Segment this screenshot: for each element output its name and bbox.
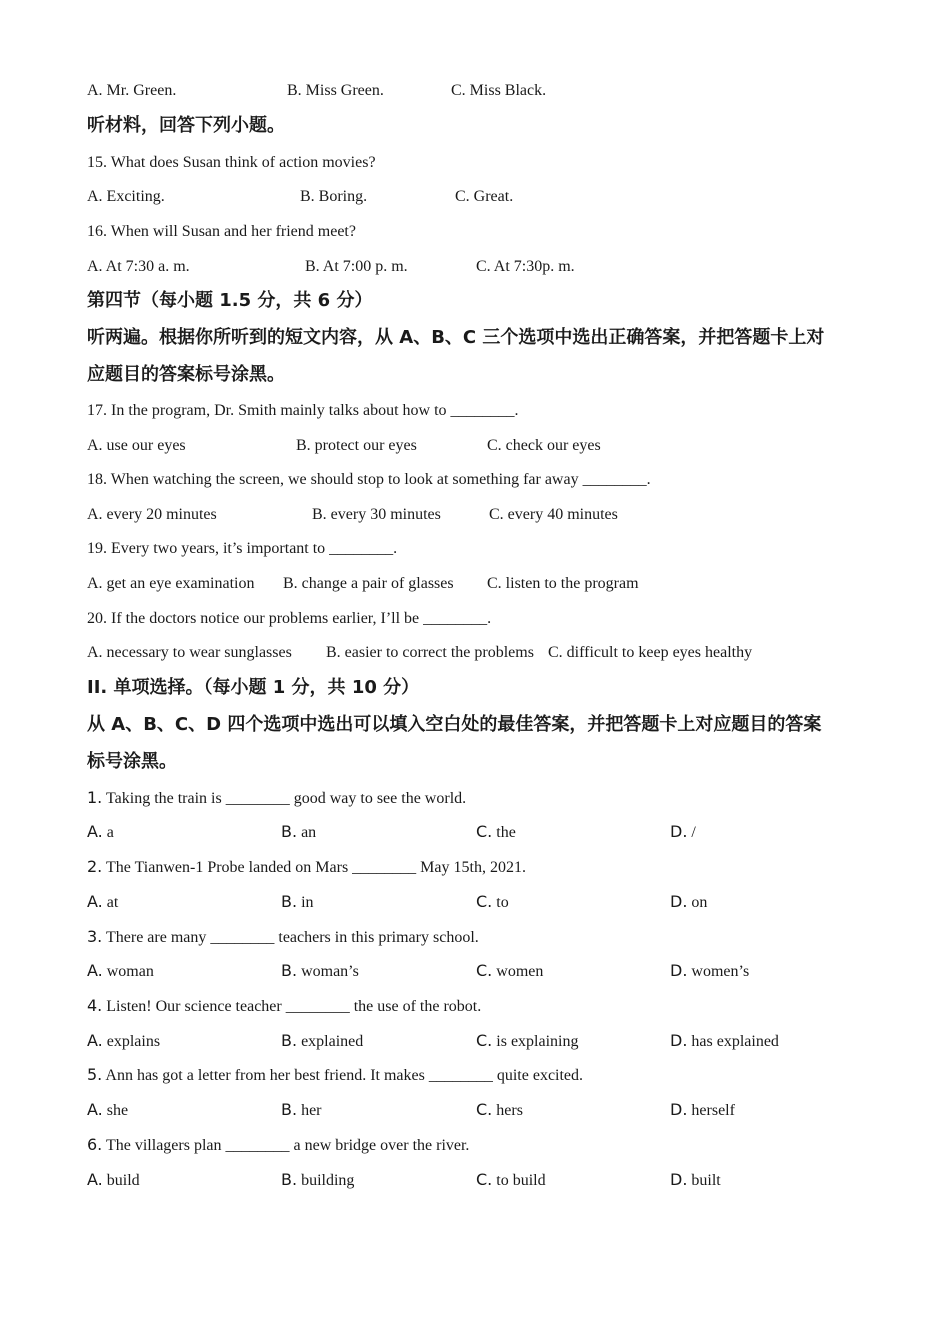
q19-option-b: B. change a pair of glasses (283, 575, 454, 592)
q14-option-b: B. Miss Green. (287, 82, 384, 99)
q18-option-c: C. every 40 minutes (489, 506, 618, 523)
mc3-option-d: D. women’s (670, 961, 750, 980)
part2-title: II. 单项选择。（每小题 1 分，共 10 分） (87, 677, 420, 698)
mc2-option-b: B. in (281, 892, 314, 911)
mc3-option-c: C. women (476, 961, 544, 980)
mc5-number: 5. (87, 1065, 103, 1084)
mc4-question-line (87, 996, 481, 1017)
q20-option-b: B. easier to correct the problems (326, 644, 534, 661)
q17-option-a: A. use our eyes (87, 437, 186, 454)
q14-option-a: A. Mr. Green. (87, 82, 177, 99)
q15-option-b: B. Boring. (300, 188, 368, 205)
q14-option-c: C. Miss Black. (451, 82, 547, 99)
mc1-question: Taking the train is ________ good way to see the world. (105, 790, 467, 807)
mc6-option-b: B. building (281, 1170, 355, 1189)
mc5-question: Ann has got a letter from her best friend. It makes ________ quite excited. (105, 1067, 584, 1084)
mc3-question: There are many ________ teachers in this primary school. (105, 929, 479, 946)
mc5-question-line (87, 1065, 583, 1086)
q20-question: 20. If the doctors notice our problems earlier, I’ll be ________. (87, 610, 492, 627)
mc2-option-a: A. at (87, 892, 119, 911)
q18-option-a: A. every 20 minutes (87, 506, 217, 523)
mc3-number: 3. (87, 927, 103, 946)
mc5-option-d: D. herself (670, 1100, 735, 1119)
q20-option-a: A. necessary to wear sunglasses (87, 644, 292, 661)
q15-option-c: C. Great. (455, 188, 514, 205)
section4-instruction-line1: 听两遍。根据你所听到的短文内容，从 A、B、C 三个选项中选出正确答案，并把答题卡上对 (87, 327, 825, 348)
mc6-question-line (87, 1135, 469, 1156)
mc1-option-a: A. a (87, 822, 114, 841)
q17-option-c: C. check our eyes (487, 437, 601, 454)
mc2-question-line (87, 857, 526, 878)
part2-instruction-line2: 标号涂黑。 (87, 751, 177, 772)
q18-question: 18. When watching the screen, we should stop to look at something far away ________. (87, 471, 651, 488)
mc6-number: 6. (87, 1135, 103, 1154)
mc4-number: 4. (87, 996, 103, 1015)
section4-title: 第四节（每小题 1.5 分，共 6 分） (87, 290, 373, 311)
listen-heading: 听材料，回答下列小题。 (87, 115, 285, 136)
mc3-question-line (87, 927, 479, 948)
q18-option-b: B. every 30 minutes (312, 506, 441, 523)
mc4-question: Listen! Our science teacher ________ the use of the robot. (106, 998, 482, 1015)
mc5-option-b: B. her (281, 1100, 322, 1119)
part2-instruction-line1: 从 A、B、C、D 四个选项中选出可以填入空白处的最佳答案，并把答题卡上对应题目的答案 (87, 714, 822, 735)
mc2-question: The Tianwen-1 Probe landed on Mars ________ May 15th, 2021. (105, 859, 526, 876)
section4-instruction-line2: 应题目的答案标号涂黑。 (87, 364, 285, 385)
mc6-option-d: D. built (670, 1170, 721, 1189)
mc1-option-c: C. the (476, 822, 516, 841)
q15-option-a: A. Exciting. (87, 188, 165, 205)
q19-option-a: A. get an eye examination (87, 575, 255, 592)
q16-option-b: B. At 7:00 p. m. (305, 258, 408, 275)
mc2-option-d: D. on (670, 892, 708, 911)
mc3-option-a: A. woman (87, 961, 154, 980)
mc6-question: The villagers plan ________ a new bridge over the river. (105, 1137, 470, 1154)
mc1-question-line (87, 788, 466, 809)
mc3-option-b: B. woman’s (281, 961, 359, 980)
mc6-option-c: C. to build (476, 1170, 546, 1189)
mc1-option-d: D. / (670, 822, 696, 841)
q17-option-b: B. protect our eyes (296, 437, 417, 454)
mc1-number: 1. (87, 788, 103, 807)
q19-question: 19. Every two years, it’s important to ________. (87, 540, 398, 557)
q16-option-c: C. At 7:30p. m. (476, 258, 575, 275)
mc4-option-d: D. has explained (670, 1031, 779, 1050)
q16-option-a: A. At 7:30 a. m. (87, 258, 190, 275)
q15-question: 15. What does Susan think of action movies? (87, 154, 376, 171)
mc2-option-c: C. to (476, 892, 509, 911)
mc4-option-b: B. explained (281, 1031, 364, 1050)
mc6-option-a: A. build (87, 1170, 140, 1189)
mc2-number: 2. (87, 857, 103, 876)
mc5-option-c: C. hers (476, 1100, 523, 1119)
q16-question: 16. When will Susan and her friend meet? (87, 223, 356, 240)
mc4-option-a: A. explains (87, 1031, 161, 1050)
mc5-option-a: A. she (87, 1100, 129, 1119)
q19-option-c: C. listen to the program (487, 575, 639, 592)
mc4-option-c: C. is explaining (476, 1031, 579, 1050)
q20-option-c: C. difficult to keep eyes healthy (548, 644, 753, 661)
mc1-option-b: B. an (281, 822, 317, 841)
q17-question: 17. In the program, Dr. Smith mainly talks about how to ________. (87, 402, 519, 419)
